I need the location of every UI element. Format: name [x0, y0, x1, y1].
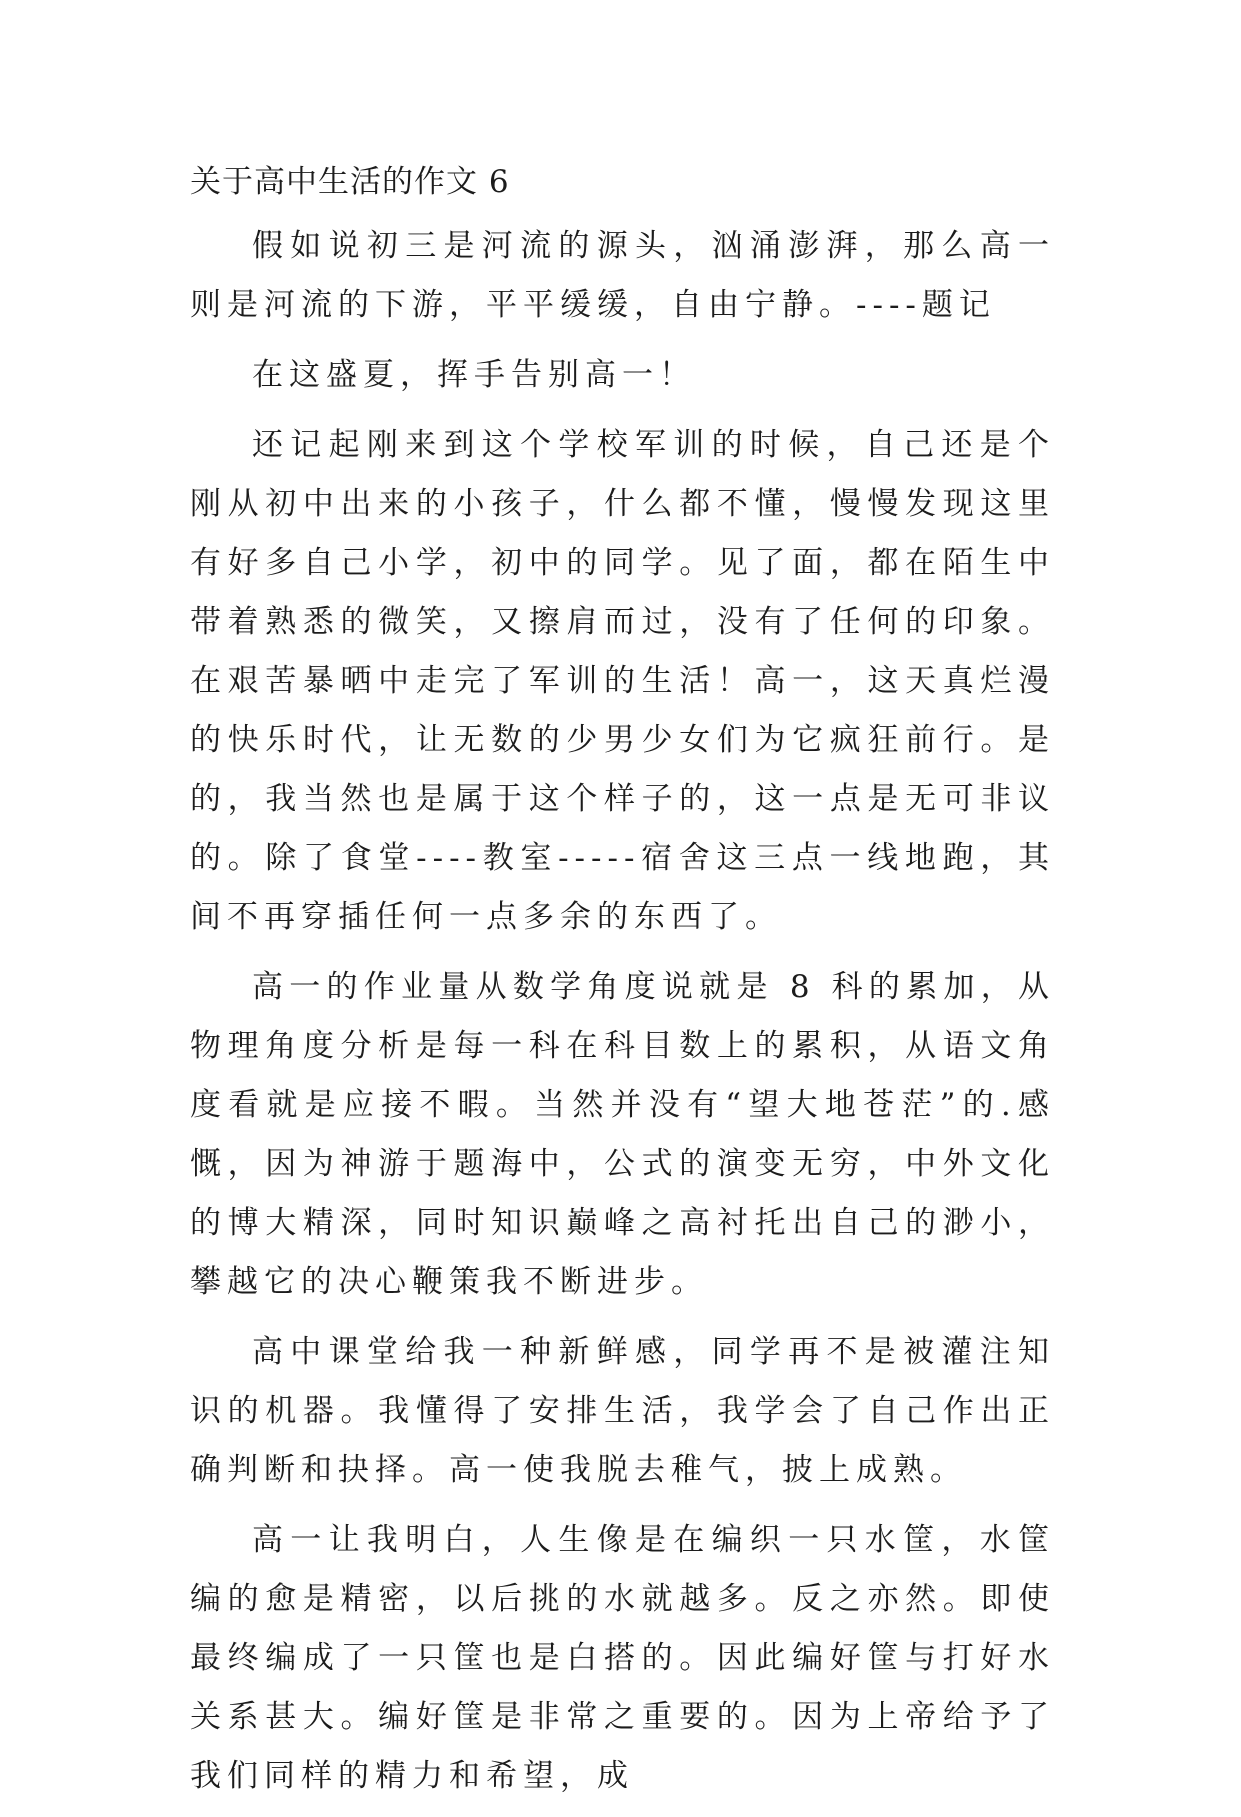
- essay-body: [190, 153, 1055, 1817]
- essay-title: 关于高中生活的作文 6: [190, 164, 510, 200]
- paragraph-epigraph: 假如说初三是河流的源头，汹涌澎湃，那么高一则是河流的下游，平平缓缓，自由宁静。----题记: [190, 228, 1055, 323]
- paragraph-classroom: 高中课堂给我一种新鲜感，同学再不是被灌注知识的机器。我懂得了安排生活，我学会了自己作出正确判断和抉择。高一使我脱去稚气，披上成熟。: [190, 1334, 1055, 1488]
- paragraph-weaving-basket: 高一让我明白，人生像是在编织一只水筐，水筐编的愈是精密，以后挑的水就越多。反之亦然。即使最终编成了一只筐也是白搭的。因此编好筐与打好水关系甚大。编好筐是非常之重要的。因为上帝给予了我们同样的精力和希望，成: [190, 1522, 1055, 1794]
- paragraph-military-training: 还记起刚来到这个学校军训的时候，自己还是个刚从初中出来的小孩子，什么都不懂，慢慢发现这里有好多自己小学，初中的同学。见了面，都在陌生中带着熟悉的微笑，又擦肩而过，没有了任何的印象。在艰苦暴晒中走完了军训的生活！高一，这天真烂漫的快乐时代，让无数的少男少女们为它疯狂前行。是的，我当然也是属于这个样子的，这一点是无可非议的。除了食堂----教室-----宿舍这三点一线地跑，其间不再穿插任何一点多余的东西了。: [190, 427, 1055, 935]
- paragraph-homework: 高一的作业量从数学角度说就是 8 科的累加，从物理角度分析是每一科在科目数上的累积，从语文角度看就是应接不暇。当然并没有“望大地苍茫”的.感慨，因为神游于题海中，公式的演变无穷，中外文化的博大精深，同时知识巅峰之高衬托出自己的渺小，攀越它的决心鞭策我不断进步。: [190, 969, 1055, 1300]
- paragraph-farewell: 在这盛夏，挥手告别高一！: [252, 357, 696, 393]
